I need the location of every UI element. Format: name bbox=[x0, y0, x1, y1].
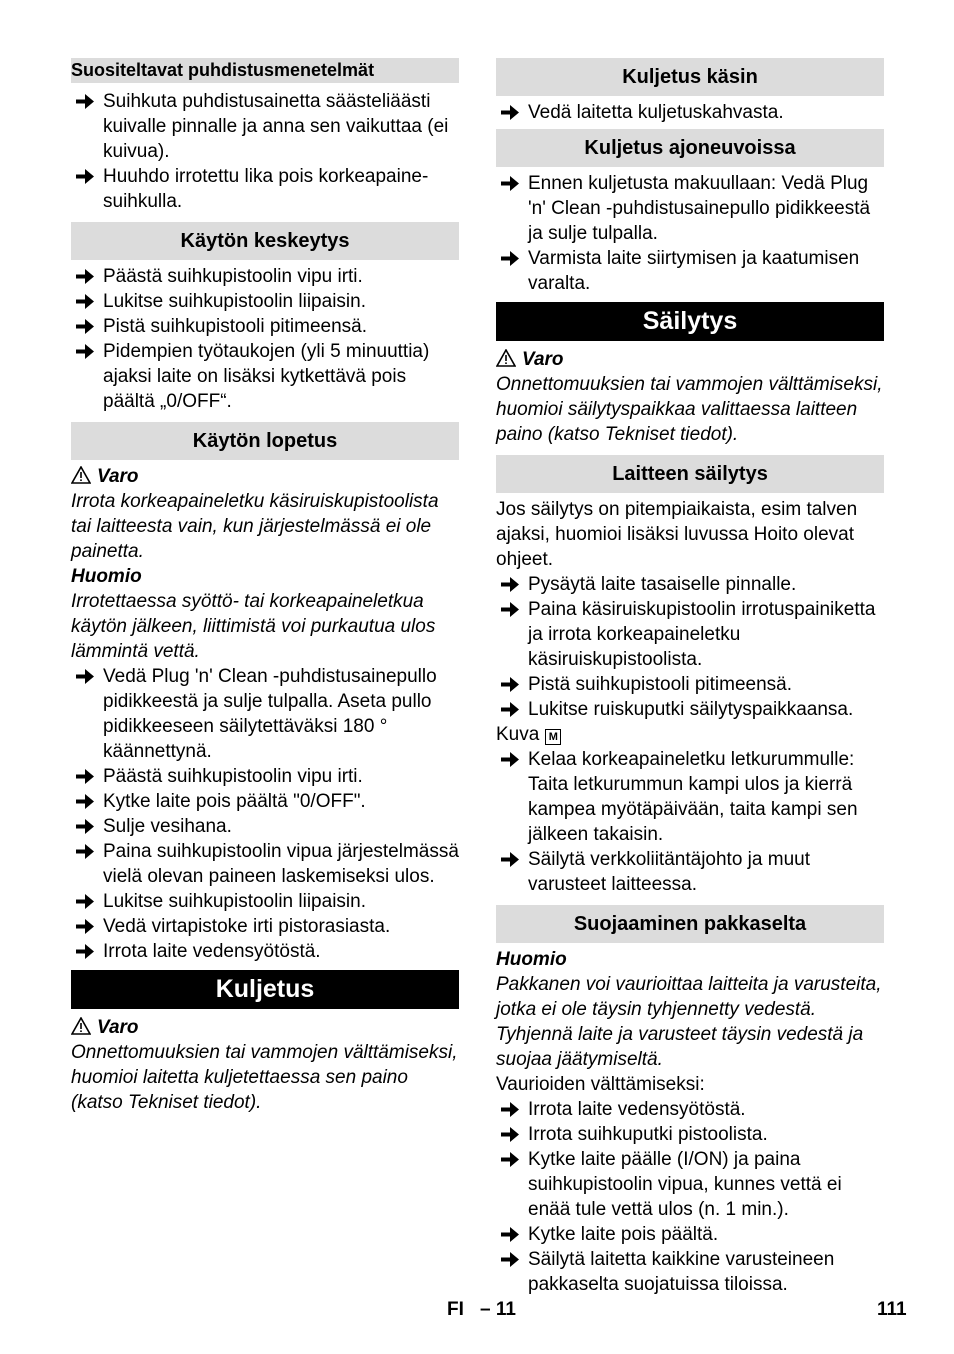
list-item-text: Pistä suihkupistooli pitimeensä. bbox=[528, 674, 793, 695]
list-item-text: Irrota laite vedensyötöstä. bbox=[528, 1099, 746, 1120]
section-title-device-storage: Laitteen säilytys bbox=[496, 455, 884, 493]
arrow-right-icon bbox=[498, 100, 522, 125]
list-item-text: Suihkuta puhdistusainetta säästeliäästi kuivalle pinnalle ja anna sen vaikuttaa (ei kuivua). bbox=[103, 91, 449, 162]
arrow-right-icon bbox=[73, 814, 97, 839]
list-item bbox=[496, 1247, 884, 1297]
list-item-text: Vedä laitetta kuljetuskahvasta. bbox=[528, 102, 784, 123]
arrow-right-icon bbox=[73, 89, 97, 114]
arrow-right-icon bbox=[73, 339, 97, 364]
list-item-text: Pysäytä laite tasaiselle pinnalle. bbox=[528, 574, 797, 595]
warning-triangle-icon bbox=[71, 1017, 91, 1035]
list-item-text: Lukitse suihkupistoolin liipaisin. bbox=[103, 291, 366, 312]
paragraph-frost-intro: Vaurioiden välttämiseksi: bbox=[496, 1074, 705, 1095]
warning-label: Varo bbox=[97, 466, 139, 487]
arrow-right-icon bbox=[73, 939, 97, 964]
list-item bbox=[496, 1147, 884, 1222]
page-number: 111 bbox=[877, 1299, 907, 1320]
list-frost bbox=[496, 1097, 884, 1297]
arrow-right-icon bbox=[498, 1247, 522, 1272]
list-item-text: Paina suihkupistoolin vipua järjestelmässä vielä olevan paineen laskemiseksi ulos. bbox=[103, 841, 459, 887]
list-item-text: Säilytä verkkoliitäntäjohto ja muut varusteet laitteessa. bbox=[528, 849, 810, 895]
right-column bbox=[496, 58, 884, 1297]
list-item-text: Säilytä laitetta kaikkine varusteineen pakkaselta suojatuissa tiloissa. bbox=[528, 1249, 835, 1295]
section-title-cleaning-methods: Suositeltavat puhdistusmenetelmät bbox=[71, 58, 459, 83]
warning-triangle-icon bbox=[71, 466, 91, 484]
warning-label: Varo bbox=[522, 349, 564, 370]
arrow-right-icon bbox=[73, 914, 97, 939]
arrow-right-icon bbox=[498, 572, 522, 597]
chapter-title-storage: Säilytys bbox=[496, 302, 884, 341]
section-page-code: – 11 bbox=[480, 1299, 516, 1320]
section-title-shutdown: Käytön lopetus bbox=[71, 422, 459, 460]
list-item bbox=[496, 1097, 884, 1122]
list-shutdown bbox=[71, 664, 459, 964]
list-item-text: Pidempien työtaukojen (yli 5 minuuttia) ajaksi laite on lisäksi kytkettävä pois päältä „0/OFF“. bbox=[103, 341, 430, 412]
arrow-right-icon bbox=[498, 747, 522, 772]
section-title-manual-transport: Kuljetus käsin bbox=[496, 58, 884, 96]
list-item-text: Vedä Plug 'n' Clean -puhdistusainepullo pidikkeestä ja sulje tulpalla. Aseta pullo pidikkeeseen säilytettäväksi 180 ° käännettynä. bbox=[103, 666, 437, 762]
list-item bbox=[71, 314, 459, 339]
arrow-right-icon bbox=[498, 597, 522, 622]
list-manual-transport bbox=[496, 100, 884, 125]
list-item-text: Pistä suihkupistooli pitimeensä. bbox=[103, 316, 368, 337]
chapter-title-transport: Kuljetus bbox=[71, 970, 459, 1009]
arrow-right-icon bbox=[73, 664, 97, 689]
list-interruption bbox=[71, 264, 459, 414]
arrow-right-icon bbox=[73, 789, 97, 814]
paragraph-storage-intro: Jos säilytys on pitempiaikaista, esim talven ajaksi, huomioi lisäksi luvussa Hoito olevat ohjeet. bbox=[496, 499, 858, 570]
section-title-interruption: Käytön keskeytys bbox=[71, 222, 459, 260]
warning-text: Irrota korkeapaineletku käsiruiskupistoolista tai laitteesta vain, kun järjestelmässä ei ole painetta. bbox=[71, 491, 439, 562]
list-item bbox=[71, 889, 459, 914]
warning-heading bbox=[71, 1015, 459, 1040]
warning-heading bbox=[71, 464, 459, 489]
list-cleaning-methods bbox=[71, 89, 459, 214]
list-item bbox=[71, 264, 459, 289]
list-item bbox=[71, 339, 459, 414]
list-item bbox=[496, 847, 884, 897]
arrow-right-icon bbox=[498, 1147, 522, 1172]
arrow-right-icon bbox=[498, 1097, 522, 1122]
warning-label: Varo bbox=[97, 1017, 139, 1038]
arrow-right-icon bbox=[73, 314, 97, 339]
note-label: Huomio bbox=[71, 566, 142, 587]
warning-heading bbox=[496, 347, 884, 372]
arrow-right-icon bbox=[73, 264, 97, 289]
list-item bbox=[496, 171, 884, 246]
section-title-vehicle-transport: Kuljetus ajoneuvoissa bbox=[496, 129, 884, 167]
arrow-right-icon bbox=[498, 697, 522, 722]
arrow-right-icon bbox=[498, 847, 522, 872]
list-item-text: Sulje vesihana. bbox=[103, 816, 232, 837]
list-item-text: Paina käsiruiskupistoolin irrotuspainiketta ja irrota korkeapaineletku käsiruiskupistoolista. bbox=[528, 599, 876, 670]
list-item bbox=[71, 789, 459, 814]
arrow-right-icon bbox=[73, 764, 97, 789]
list-item bbox=[496, 597, 884, 672]
arrow-right-icon bbox=[73, 889, 97, 914]
list-item bbox=[71, 764, 459, 789]
list-item-text: Kelaa korkeapaineletku letkurummulle: Taita letkurummun kampi ulos ja kierrä kampea myötäpäivään, taita kampi sen jälkeen takaisin. bbox=[528, 749, 858, 845]
list-item-text: Varmista laite siirtymisen ja kaatumisen varalta. bbox=[528, 248, 860, 294]
note-text: Irrotettaessa syöttö- tai korkeapaineletkua käytön jälkeen, liittimistä voi purkautua ulos lämmintä vettä. bbox=[71, 591, 436, 662]
list-item bbox=[496, 697, 884, 722]
list-item bbox=[71, 839, 459, 889]
list-item bbox=[71, 289, 459, 314]
list-item bbox=[496, 747, 884, 847]
list-item-text: Päästä suihkupistoolin vipu irti. bbox=[103, 266, 363, 287]
arrow-right-icon bbox=[498, 246, 522, 271]
language-code: FI bbox=[447, 1299, 464, 1320]
note-text: Pakkanen voi vaurioittaa laitteita ja varusteita, jotka ei ole täysin tyhjennetty vedestä. Tyhjennä laite ja varusteet täysin vedestä ja suojaa jäätymiseltä. bbox=[496, 974, 882, 1070]
list-item-text: Vedä virtapistoke irti pistorasiasta. bbox=[103, 916, 391, 937]
list-item-text: Ennen kuljetusta makuullaan: Vedä Plug 'n' Clean -puhdistusainepullo pidikkeestä ja sulje tulpalla. bbox=[528, 173, 871, 244]
list-item bbox=[496, 246, 884, 296]
arrow-right-icon bbox=[498, 672, 522, 697]
arrow-right-icon bbox=[73, 164, 97, 189]
list-item bbox=[71, 914, 459, 939]
list-item-text: Päästä suihkupistoolin vipu irti. bbox=[103, 766, 363, 787]
arrow-right-icon bbox=[498, 1222, 522, 1247]
section-title-frost-protection: Suojaaminen pakkaselta bbox=[496, 905, 884, 943]
list-item-text: Kytke laite pois päältä "0/OFF". bbox=[103, 791, 366, 812]
warning-triangle-icon bbox=[496, 349, 516, 367]
list-item-text: Lukitse ruiskuputki säilytyspaikkaansa. bbox=[528, 699, 854, 720]
list-item bbox=[496, 572, 884, 597]
list-item bbox=[71, 89, 459, 164]
list-item-text: Huuhdo irrotettu lika pois korkeapaine-suihkulla. bbox=[103, 166, 429, 212]
list-item bbox=[71, 814, 459, 839]
arrow-right-icon bbox=[498, 171, 522, 196]
note-label: Huomio bbox=[496, 949, 567, 970]
figure-reference: Kuva M bbox=[496, 722, 884, 747]
list-item bbox=[71, 164, 459, 214]
list-item-text: Lukitse suihkupistoolin liipaisin. bbox=[103, 891, 366, 912]
arrow-right-icon bbox=[73, 289, 97, 314]
list-item bbox=[71, 939, 459, 964]
list-item bbox=[71, 664, 459, 764]
arrow-right-icon bbox=[498, 1122, 522, 1147]
list-item-text: Irrota laite vedensyötöstä. bbox=[103, 941, 321, 962]
left-column bbox=[71, 58, 459, 1115]
list-storage-a bbox=[496, 572, 884, 722]
list-item bbox=[496, 672, 884, 697]
list-vehicle-transport bbox=[496, 171, 884, 296]
warning-text: Onnettomuuksien tai vammojen välttämiseksi, huomioi säilytyspaikkaa valittaessa laitteen paino (katso Tekniset tiedot). bbox=[496, 374, 883, 445]
list-item-text: Kytke laite pois päältä. bbox=[528, 1224, 719, 1245]
list-item-text: Kytke laite päälle (I/ON) ja paina suihkupistoolin vipua, kunnes vettä ei enää tule vettä ulos (n. 1 min.). bbox=[528, 1149, 842, 1220]
list-item bbox=[496, 100, 884, 125]
list-storage-b bbox=[496, 747, 884, 897]
arrow-right-icon bbox=[73, 839, 97, 864]
list-item bbox=[496, 1222, 884, 1247]
list-item bbox=[496, 1122, 884, 1147]
list-item-text: Irrota suihkuputki pistoolista. bbox=[528, 1124, 768, 1145]
warning-text: Onnettomuuksien tai vammojen välttämiseksi, huomioi laitetta kuljetettaessa sen paino (katso Tekniset tiedot). bbox=[71, 1042, 458, 1113]
figure-m-icon: M bbox=[545, 729, 561, 745]
